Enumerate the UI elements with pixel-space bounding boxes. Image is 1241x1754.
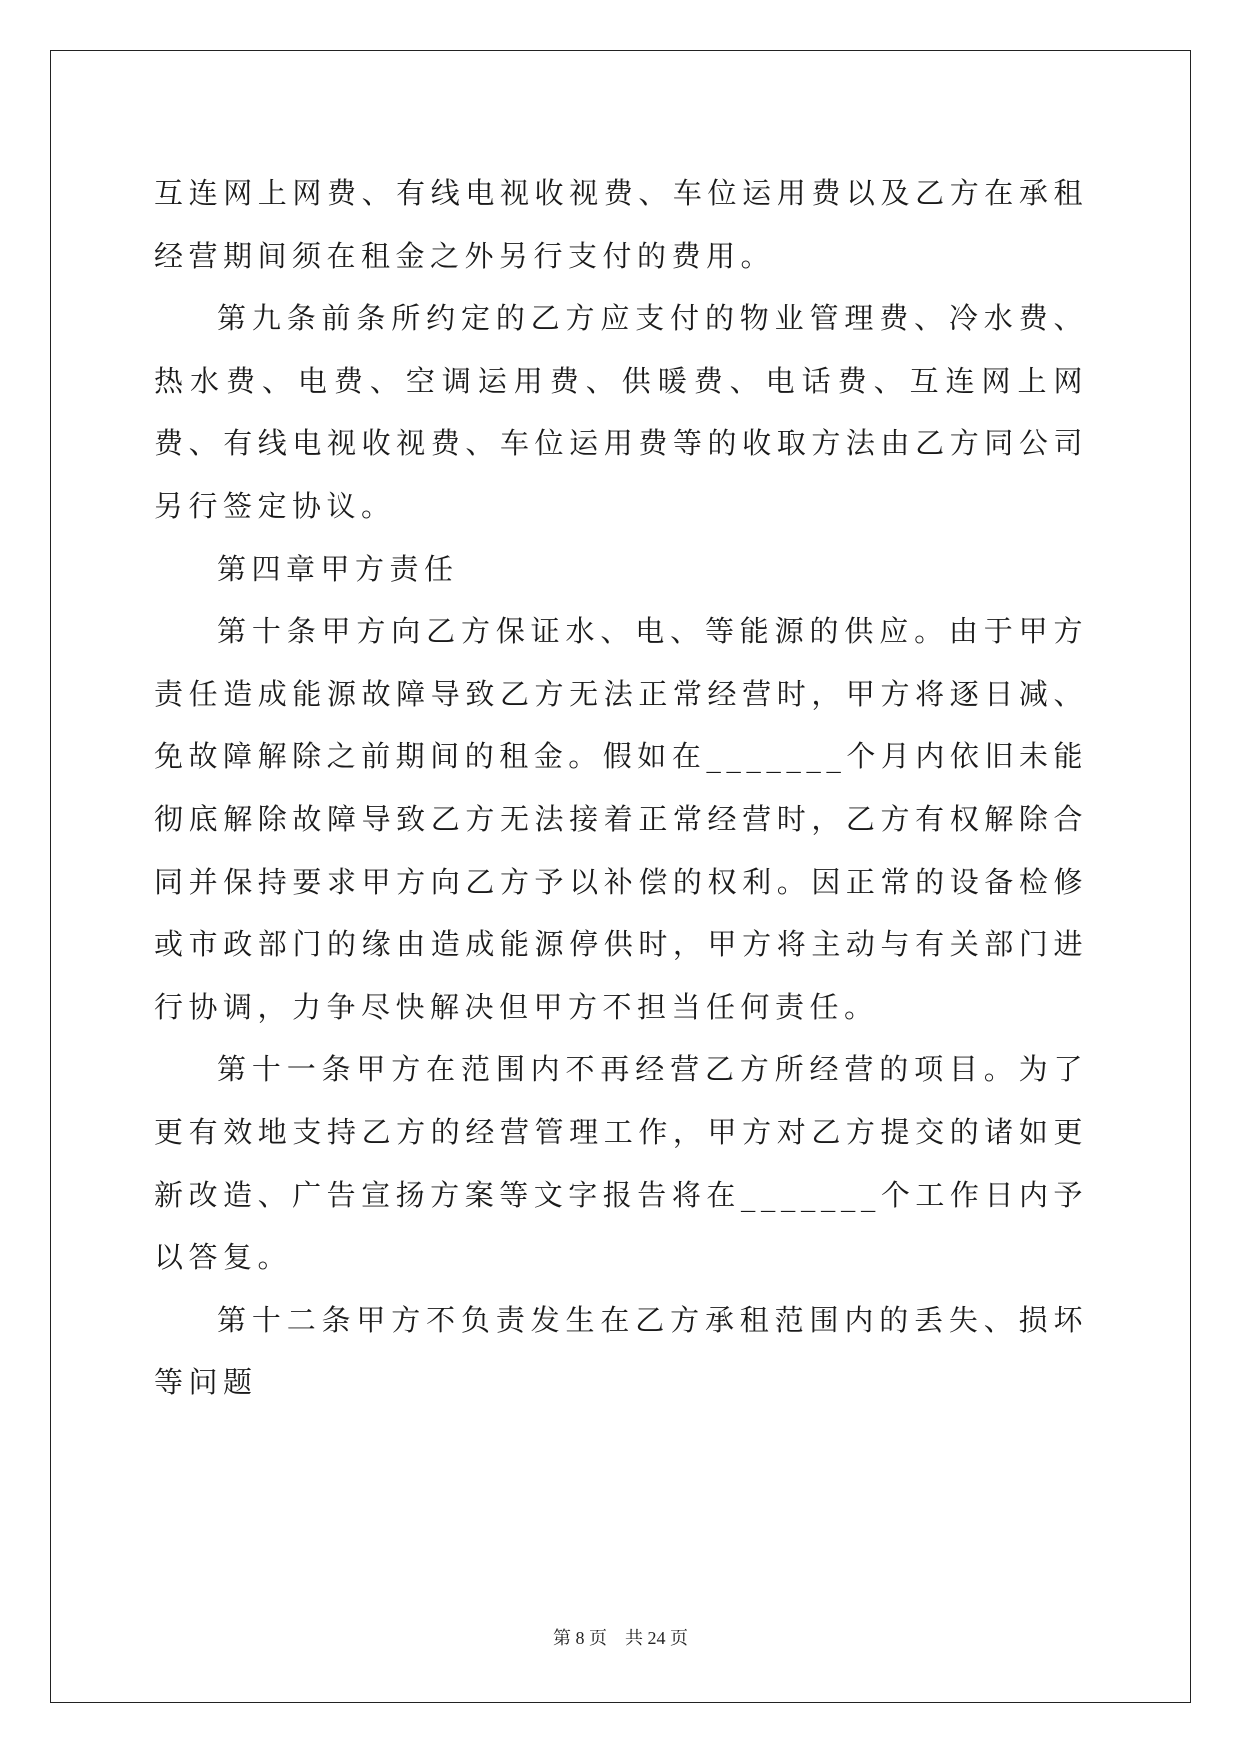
- paragraph-article-12: 第十二条甲方不负责发生在乙方承租范围内的丢失、损坏等问题: [154, 1302, 1088, 1400]
- paragraph-article-9: 第九条前条所约定的乙方应支付的物业管理费、冷水费、热水费、电费、空调运用费、供暖费、电话费、互连网上网费、有线电视收视费、车位运用费等的收取方法由乙方同公司另行签定协议。: [154, 301, 1088, 523]
- chapter-heading: 第四章甲方责任: [217, 551, 459, 586]
- paragraph-article-11: 第十一条甲方在范围内不再经营乙方所经营的项目。为了更有效地支持乙方的经营管理工作，甲方对乙方提交的诸如更新改造、广告宣扬方案等文字报告将在_______个工作日内予以答复。: [154, 1052, 1088, 1275]
- paragraph-article-10: 第十条甲方向乙方保证水、电、等能源的供应。由于甲方责任造成能源故障导致乙方无法正常经营时，甲方将逐日减、免故障解除之前期间的租金。假如在_______个月内依旧未能彻底解除故障导致乙方无法接着正常经营时，乙方有权解除合同并保持要求甲方向乙方予以补偿的权利。因正常的设备检修或市政部门的缘由造成能源停供时，甲方将主动与有关部门进行协调，力争尽快解决但甲方不担当任何责任。: [154, 614, 1088, 1024]
- page-number-footer: 第 8 页 共 24 页: [553, 1628, 688, 1648]
- document-body: [154, 162, 1088, 1414]
- paragraph-fees-continued: 互连网上网费、有线电视收视费、车位运用费以及乙方在承租经营期间须在租金之外另行支付的费用。: [154, 176, 1088, 273]
